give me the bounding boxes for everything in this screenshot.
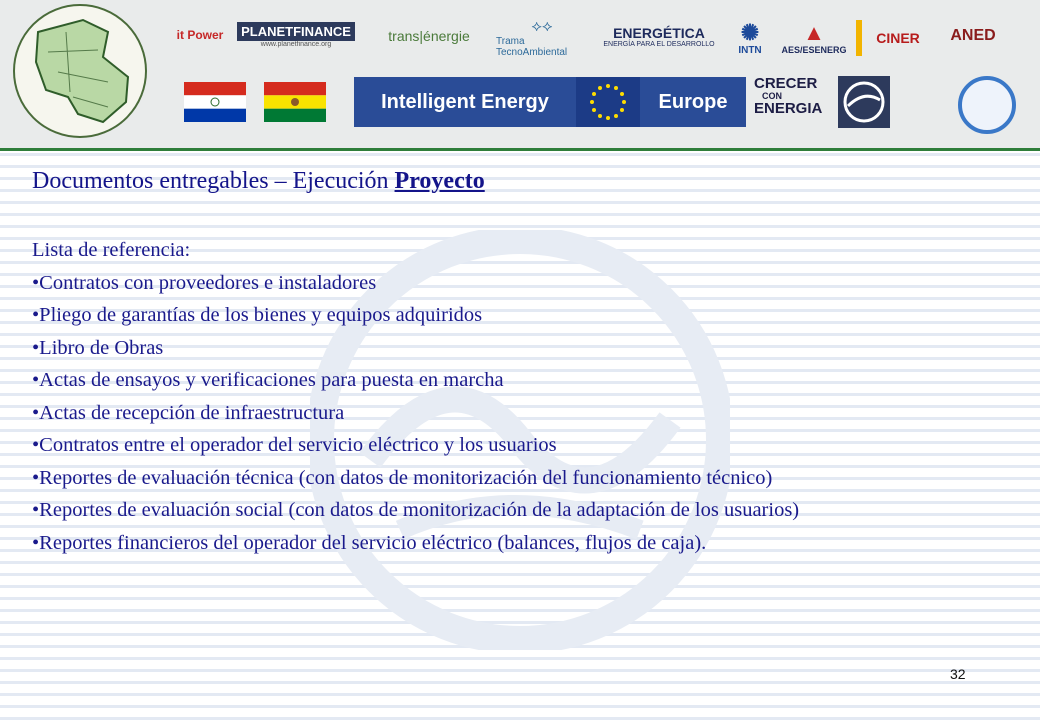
aned-logo: ANED — [950, 27, 996, 44]
eu-stars-icon — [576, 77, 640, 127]
it-power-logo: it Power — [176, 28, 224, 42]
list-item: •Contratos entre el operador del servicio eléctrico y los usuarios — [32, 434, 557, 456]
aes-triangle-icon: ▲ — [803, 20, 825, 45]
paraguay-flag-icon — [184, 82, 246, 122]
energetica-logo: ENERGÉTICA ENERGÍA PARA EL DESARROLLO — [603, 24, 715, 48]
globe-icon — [838, 76, 890, 128]
page-number: 32 — [950, 666, 966, 682]
slide-title: Documentos entregables – Ejecución Proyecto — [32, 168, 485, 194]
slide-content — [32, 234, 992, 559]
bolivia-flag-icon — [264, 82, 326, 122]
crecer-con-energia-logo: CRECER CON ENERGIA — [754, 75, 823, 117]
list-item: •Reportes de evaluación técnica (con datos de monitorización del funcionamiento técnico) — [32, 466, 773, 489]
intn-logo: ✺ INTN — [738, 19, 762, 56]
list-item: •Contratos con proveedores e instaladores — [32, 271, 377, 294]
paraguay-map-icon — [8, 2, 152, 140]
list-item: •Pliego de garantías de los bienes y equipos adquiridos — [32, 304, 483, 326]
planet-finance-logo: PLANETFINANCE www.planetfinance.org — [234, 18, 358, 52]
intelligent-energy-europe-banner: Intelligent Energy Europe — [354, 77, 746, 127]
trama-mark-icon: ⟡⟡ — [531, 18, 553, 35]
intn-mark-icon: ✺ — [740, 19, 760, 45]
list-item: •Actas de ensayos y verificaciones para puesta en marcha — [32, 369, 504, 391]
trans-energie-logo: trans|énergie — [388, 28, 470, 44]
ciner-logo: CINER — [856, 20, 934, 56]
list-item: •Reportes financieros del operador del servicio eléctrico (balances, flujos de caja). — [32, 531, 707, 554]
intro-text: Lista de referencia: — [32, 239, 191, 261]
header-banner — [0, 0, 1040, 151]
ring-logo-icon — [958, 76, 1016, 134]
trama-logo: ⟡⟡ Trama TecnoAmbiental — [496, 18, 568, 58]
list-item: •Reportes de evaluación social (con datos de monitorización de la adaptación de los usuarios) — [32, 499, 800, 521]
list-item: •Libro de Obras — [32, 336, 164, 359]
aes-logo: ▲ AES/ESENERG — [781, 20, 847, 55]
list-item: •Actas de recepción de infraestructura — [32, 401, 345, 424]
